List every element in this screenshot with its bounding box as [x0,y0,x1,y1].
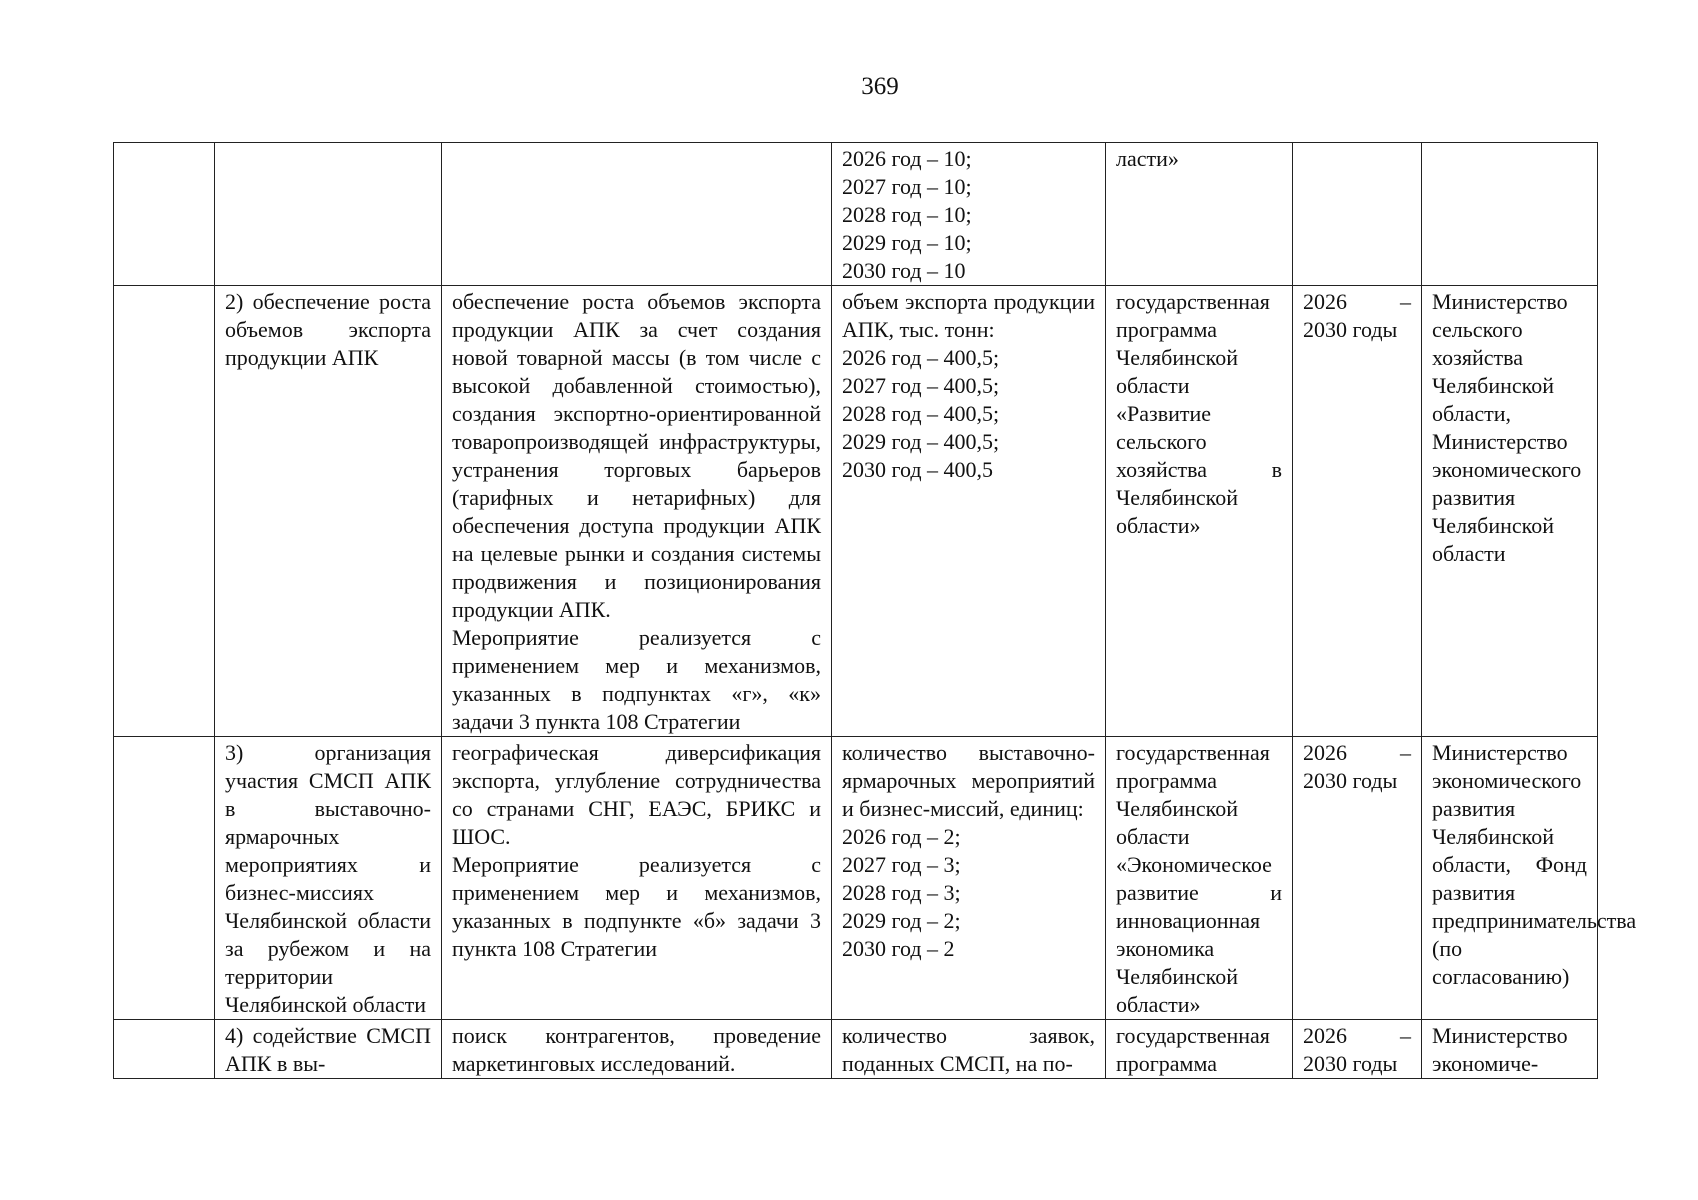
cell-program: государственная программа Челябинской области «Развитие сельского хозяйства в Челябинской области» [1106,286,1293,737]
cell-number [114,1020,215,1079]
cell-responsible: Министерство сельского хозяйства Челябинской области, Министерство экономического развития Челябинской области [1422,286,1598,737]
cell-number [114,143,215,286]
cell-period: 2026 – 2030 годы [1293,286,1422,737]
cell-number [114,286,215,737]
cell-measure: 4) содействие СМСП АПК в вы- [215,1020,442,1079]
cell-indicator: объем экспорта продукции АПК, тыс. тонн: 2026 год – 400,5; 2027 год – 400,5; 2028 год – 400,5; 2029 год – 400,5; 2030 год – 400,5 [832,286,1106,737]
cell-measure: 3) организация участия СМСП АПК в выставочно-ярмарочных мероприятиях и бизнес-миссиях Челябинской области за рубежом и на территории Челябинской области [215,737,442,1020]
measures-table [113,142,1637,1079]
cell-description: обеспечение роста объемов экспорта продукции АПК за счет создания новой товарной массы (в том числе с высокой добавленной стоимостью), создания экспортно-ориентированной товаропроизводящей инфраструктуры, устранения торговых барьеров (тарифных и нетарифных) для обеспечения доступа продукции АПК на целевые рынки и создания системы продвижения и позиционирования продукции АПК. Мероприятие реализуется с применением мер и механизмов, указанных в подпунктах «г», «к» задачи 3 пункта 108 Стратегии [442,286,832,737]
cell-program: ласти» [1106,143,1293,286]
cell-program: государственная программа [1106,1020,1293,1079]
cell-program: государственная программа Челябинской области «Экономическое развитие и инновационная экономика Челябинской области» [1106,737,1293,1020]
cell-period: 2026 – 2030 годы [1293,1020,1422,1079]
cell-period [1293,143,1422,286]
cell-measure [215,143,442,286]
cell-responsible [1422,143,1598,286]
table-row [114,286,1598,737]
table-row [114,1020,1598,1079]
cell-period: 2026 – 2030 годы [1293,737,1422,1020]
table-row [114,143,1598,286]
cell-description [442,143,832,286]
cell-measure: 2) обеспечение роста объемов экспорта продукции АПК [215,286,442,737]
cell-description: поиск контрагентов, проведение маркетинговых исследований. [442,1020,832,1079]
table-row [114,737,1598,1020]
cell-responsible: Министерство экономического развития Челябинской области, Фонд развития предпринимательства (по согласованию) [1422,737,1598,1020]
cell-number [114,737,215,1020]
cell-indicator: количество заявок, поданных СМСП, на по- [832,1020,1106,1079]
cell-indicator: 2026 год – 10; 2027 год – 10; 2028 год – 10; 2029 год – 10; 2030 год – 10 [832,143,1106,286]
cell-indicator: количество выставочно-ярмарочных мероприятий и бизнес-миссий, единиц: 2026 год – 2; 2027 год – 3; 2028 год – 3; 2029 год – 2; 2030 год – 2 [832,737,1106,1020]
cell-description: географическая диверсификация экспорта, углубление сотрудничества со странами СНГ, ЕАЭС, БРИКС и ШОС. Мероприятие реализуется с применением мер и механизмов, указанных в подпункте «б» задачи 3 пункта 108 Стратегии [442,737,832,1020]
page-number: 369 [861,73,899,100]
cell-responsible: Министерство экономиче- [1422,1020,1598,1079]
